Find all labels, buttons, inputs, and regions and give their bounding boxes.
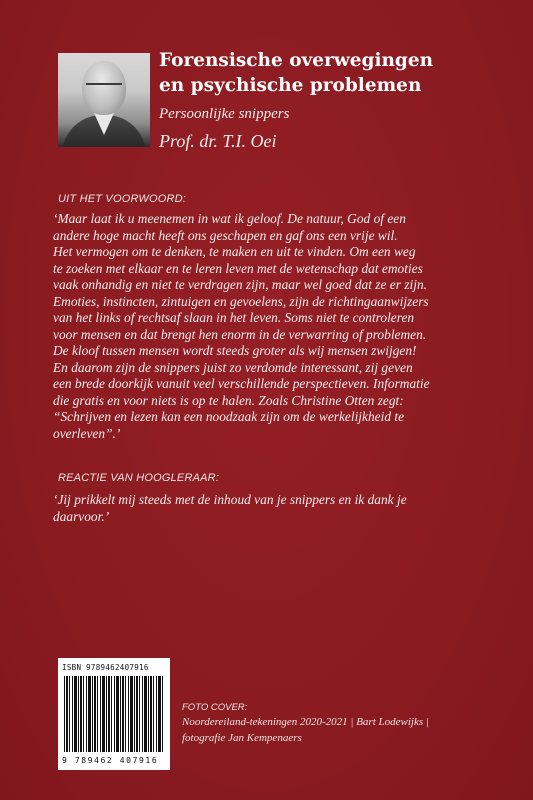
barcode-bars bbox=[64, 676, 164, 752]
photo-credits-line-1: Noordereiland-tekeningen 2020-2021 | Bart Lodewijks | bbox=[182, 716, 429, 728]
foreword-line: te zoeken met elkaar en te leren leven met de wetenschap dat emoties bbox=[53, 260, 423, 276]
book-title-line-1: Forensische overwegingen bbox=[159, 50, 434, 71]
photo-credits-line-2: fotografie Jan Kempenaers bbox=[182, 732, 302, 744]
foreword-line: voor mensen en dat brengt hen enorm in de verwarring of problemen. bbox=[53, 326, 427, 342]
book-title-line-2: en psychische problemen bbox=[159, 75, 422, 96]
reaction-line: ‘Jij prikkelt mij steeds met de inhoud van je snippers en ik dank je bbox=[53, 492, 407, 507]
foreword-line: van het links of rechtsaf slaan in het leven. Soms niet te controleren bbox=[53, 310, 415, 325]
foreword-line: die gratis en voor niets is op te halen. Zoals Christine Otten zegt: bbox=[53, 392, 404, 408]
foreword-line: Emoties, instincten, zintuigen en gevoelens, zijn de richtingaanwijzers bbox=[53, 293, 429, 309]
book-title bbox=[159, 48, 499, 98]
reaction-line: daarvoor.’ bbox=[53, 508, 110, 524]
author-name: Prof. dr. T.I. Oei bbox=[159, 131, 277, 151]
foreword-line: overleven”.’ bbox=[53, 425, 121, 441]
isbn-barcode bbox=[58, 658, 170, 770]
reaction-quote bbox=[53, 492, 498, 525]
foreword-line: andere hoge macht heeft ons geschapen en gaf ons een vrije wil. bbox=[53, 227, 398, 243]
book-subtitle: Persoonlijke snippers bbox=[159, 106, 290, 122]
foreword-quote bbox=[53, 211, 498, 442]
foreword-line: “Schrijven en lezen kan een noodzaak zijn om de werkelijkheid te bbox=[53, 409, 405, 424]
foreword-heading: UIT HET VOORWOORD: bbox=[58, 193, 187, 205]
isbn-label: ISBN 9789462407916 bbox=[62, 663, 149, 672]
foreword-line: De kloof tussen mensen wordt steeds groter als wij mensen zwijgen! bbox=[53, 343, 417, 358]
reaction-heading: REACTIE VAN HOOGLERAAR: bbox=[58, 472, 220, 484]
foreword-line: een brede doorkijk vanuit veel verschillende perspectieven. Informatie bbox=[53, 376, 430, 391]
author-photo bbox=[58, 53, 150, 147]
foreword-line: Het vermogen om te denken, te maken en uit te vinden. Om een weg bbox=[53, 244, 416, 259]
foreword-line: ‘Maar laat ik u meenemen in wat ik geloof. De natuur, God of een bbox=[53, 211, 406, 226]
author-photo-glasses bbox=[86, 83, 122, 93]
foreword-line: vaak onhandig en niet te verdragen zijn, maar wel goed dat ze er zijn. bbox=[53, 277, 428, 292]
photo-credits-label: FOTO COVER: bbox=[182, 702, 248, 713]
foreword-line: En daarom zijn de snippers juist zo verdomde interessant, zij geven bbox=[53, 359, 413, 375]
barcode-digits: 9 789462 407916 bbox=[62, 756, 159, 765]
